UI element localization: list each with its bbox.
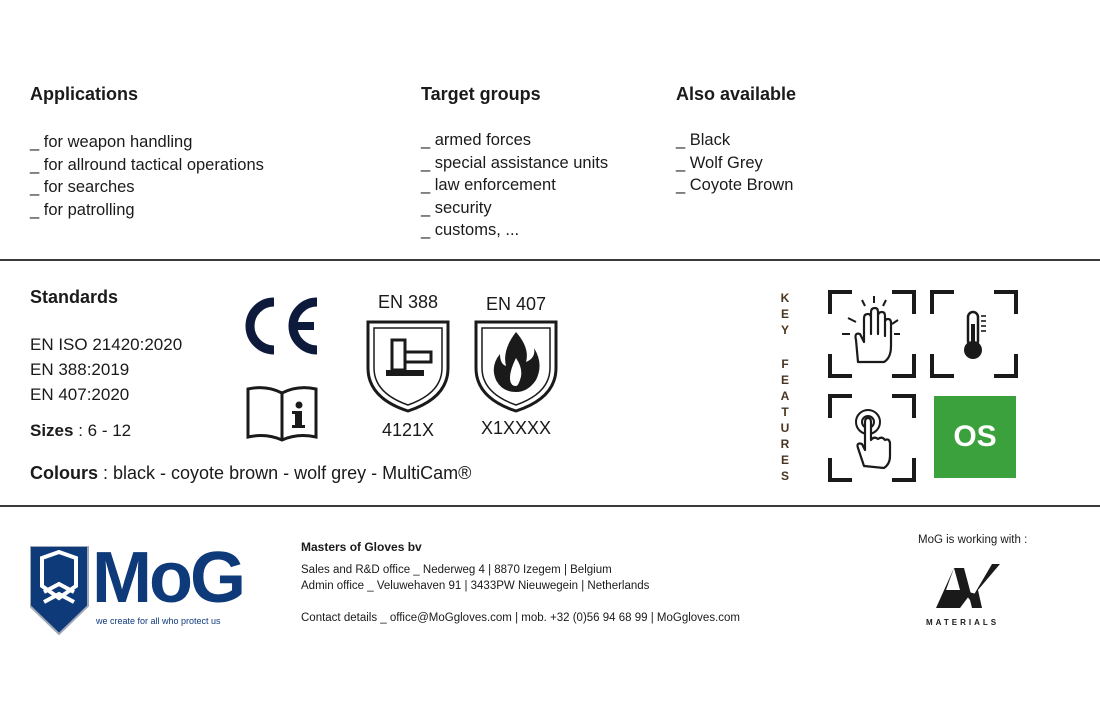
key-features-letter: R — [780, 437, 790, 451]
colours-line — [30, 463, 471, 484]
key-features-letter: K — [780, 291, 790, 305]
en407-label: EN 407 — [485, 294, 547, 314]
en407-shield-icon — [472, 318, 560, 419]
en388-code: 4121X — [381, 420, 435, 440]
colours-value: : black - coyote brown - wolf grey - MultiCam® — [98, 463, 472, 483]
key-features-letter: E — [780, 453, 789, 467]
also-available-list — [676, 129, 796, 197]
key-features-spacer — [778, 338, 792, 356]
also-available-section — [676, 84, 796, 197]
list-item: _ armed forces — [421, 131, 532, 149]
key-features-label — [778, 290, 792, 484]
colours-label: Colours — [30, 463, 99, 483]
list-item: _ customs, ... — [421, 221, 520, 239]
divider-bottom — [0, 505, 1100, 507]
list-item: EN 388:2019 — [30, 360, 130, 379]
list-item: _ Black — [676, 131, 731, 149]
list-item: _ special assistance units — [421, 153, 609, 172]
company-name: Masters of Gloves bv — [301, 540, 422, 554]
company-info — [301, 540, 740, 626]
key-features-letter: A — [780, 389, 790, 403]
list-item: _ for searches — [30, 178, 135, 196]
applications-section — [30, 84, 264, 221]
hand-sensitivity-icon — [828, 290, 916, 383]
mog-tagline: we create for all who protect us — [96, 616, 221, 626]
partner-label: MoG is working with : — [918, 534, 1028, 546]
en388-label: EN 388 — [377, 292, 439, 312]
list-item: _ law enforcement — [421, 176, 556, 194]
instructions-book-icon — [244, 383, 320, 448]
standards-list — [30, 332, 182, 407]
sizes-value: : 6 - 12 — [73, 421, 132, 440]
sales-office: Sales and R&D office _ Nederweg 4 | 8870 Izegem | Belgium — [301, 564, 612, 576]
standards-section — [30, 287, 182, 441]
en407-code: X1XXXX — [480, 418, 552, 438]
os-badge-text: OS — [953, 420, 997, 453]
target-groups-title: Target groups — [421, 84, 541, 104]
ax-materials-logo-icon — [932, 560, 1002, 617]
partner-sub: MATERIALS — [926, 618, 1000, 627]
list-item: _ Wolf Grey — [676, 153, 763, 172]
admin-office: Admin office _ Veluwehaven 91 | 3433PW Nieuwegein | Netherlands — [301, 580, 650, 592]
divider-top — [0, 259, 1100, 261]
list-item: _ for patrolling — [30, 200, 135, 219]
key-features-letter: S — [780, 469, 789, 483]
target-groups-section — [421, 84, 608, 242]
also-available-title: Also available — [676, 84, 797, 104]
key-features-letter: Y — [780, 323, 789, 337]
mog-shield-icon — [30, 546, 90, 636]
key-features-letter: F — [781, 357, 789, 371]
standards-title: Standards — [30, 287, 119, 307]
ce-mark-icon — [242, 296, 320, 361]
touchscreen-icon — [828, 394, 916, 487]
os-badge — [934, 396, 1016, 478]
thermometer-icon — [930, 290, 1018, 383]
applications-list — [30, 131, 264, 221]
key-features-letter: U — [780, 421, 790, 435]
key-features-letter: E — [780, 307, 789, 321]
sizes-label: Sizes — [30, 421, 74, 440]
list-item: EN 407:2020 — [30, 385, 130, 404]
list-item: EN ISO 21420:2020 — [30, 335, 183, 354]
en388-shield-icon — [364, 318, 452, 419]
mog-logo-text: MoG — [92, 538, 243, 618]
list-item: _ for allround tactical operations — [30, 155, 264, 174]
list-item: _ for weapon handling — [30, 133, 193, 151]
applications-title: Applications — [30, 84, 139, 104]
list-item: _ Coyote Brown — [676, 176, 794, 194]
key-features-letter: T — [781, 405, 789, 419]
list-item: _ security — [421, 198, 492, 217]
key-features-letter: E — [780, 373, 789, 387]
target-groups-list — [421, 129, 608, 242]
contact-details: Contact details _ office@MoGgloves.com | mob. +32 (0)56 94 68 99 | MoGgloves.com — [301, 612, 740, 624]
sizes-line — [30, 421, 182, 441]
